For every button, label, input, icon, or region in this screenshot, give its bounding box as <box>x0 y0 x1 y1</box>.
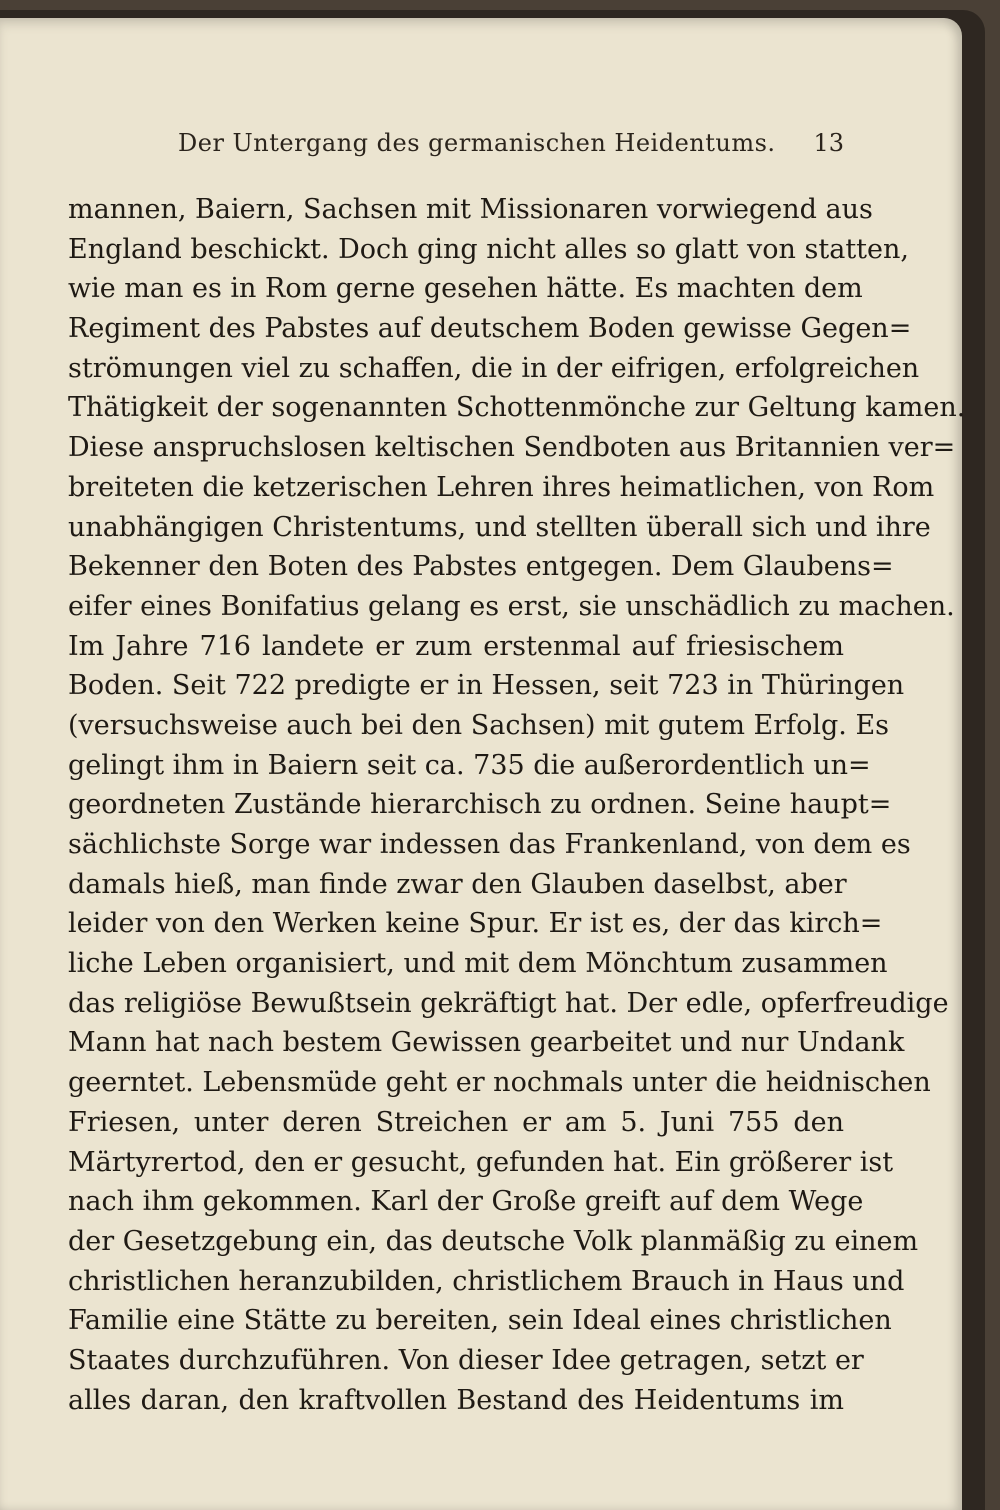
text-line: mannen, Baiern, Sachsen mit Missionaren vorwiegend aus <box>68 194 873 225</box>
text-line: eifer eines Bonifatius gelang es erst, sie unschädlich zu machen. <box>68 590 955 622</box>
text-line: liche Leben organisiert, und mit dem Mönchtum zusammen <box>68 948 888 980</box>
text-line: geordneten Zustände hierarchisch zu ordnen. Seine haupt= <box>68 789 892 821</box>
text-line: Staates durchzuführen. Von dieser Idee getragen, setzt er <box>68 1344 864 1376</box>
text-line: nach ihm gekommen. Karl der Große greift auf dem Wege <box>68 1186 864 1218</box>
text-line: Bekenner den Boten des Pabstes entgegen. Dem Glaubens= <box>68 551 894 583</box>
text-line: England beschickt. Doch ging nicht alles so glatt von statten, <box>68 233 909 265</box>
text-line: Mann hat nach bestem Gewissen gearbeitet und nur Undank <box>68 1027 905 1059</box>
body-text <box>68 190 966 1420</box>
text-line: alles daran, den kraftvollen Bestand des Heidentums im <box>68 1384 844 1416</box>
text-line: Thätigkeit der sogenannten Schottenmönche zur Geltung kamen. <box>68 392 966 424</box>
text-line: geerntet. Lebensmüde geht er nochmals unter die heidnischen <box>68 1067 931 1099</box>
text-line: Diese anspruchslosen keltischen Sendboten aus Britannien ver= <box>68 432 956 464</box>
text-line: Regiment des Pabstes auf deutschem Boden gewisse Gegen= <box>68 313 912 345</box>
text-line: das religiöse Bewußtsein gekräftigt hat. Der edle, opferfreudige <box>68 987 949 1019</box>
text-line: strömungen viel zu schaffen, die in der eifrigen, erfolgreichen <box>68 352 920 384</box>
running-title: Der Untergang des germanischen Heidentums. <box>178 129 776 157</box>
text-line: leider von den Werken keine Spur. Er ist es, der das kirch= <box>68 908 883 940</box>
text-line: unabhängigen Christentums, und stellten überall sich und ihre <box>68 511 931 543</box>
text-line: der Gesetzgebung ein, das deutsche Volk planmäßig zu einem <box>68 1225 919 1257</box>
text-line: breiteten die ketzerischen Lehren ihres heimatlichen, von Rom <box>68 471 935 503</box>
text-line: Boden. Seit 722 predigte er in Hessen, seit 723 in Thüringen <box>68 670 905 702</box>
text-line: Im Jahre 716 landete er zum erstenmal auf friesischem <box>68 630 844 662</box>
page-header <box>68 118 844 168</box>
text-line: Friesen, unter deren Streichen er am 5. Juni 755 den <box>68 1106 844 1138</box>
text-line: Märtyrertod, den er gesucht, gefunden hat. Ein größerer ist <box>68 1146 894 1178</box>
page-number: 13 <box>813 129 844 157</box>
book-page <box>0 18 966 1510</box>
text-line: (versuchsweise auch bei den Sachsen) mit gutem Erfolg. Es <box>68 709 890 741</box>
text-line: gelingt ihm in Baiern seit ca. 735 die außerordentlich un= <box>68 749 871 781</box>
text-line: wie man es in Rom gerne gesehen hätte. Es machten dem <box>68 273 863 305</box>
text-line: christlichen heranzubilden, christlichem Brauch in Haus und <box>68 1265 905 1297</box>
text-line: damals hieß, man finde zwar den Glauben daselbst, aber <box>68 868 847 900</box>
text-line: Familie eine Stätte zu bereiten, sein Ideal eines christlichen <box>68 1305 892 1337</box>
text-line: sächlichste Sorge war indessen das Frankenland, von dem es <box>68 829 911 860</box>
